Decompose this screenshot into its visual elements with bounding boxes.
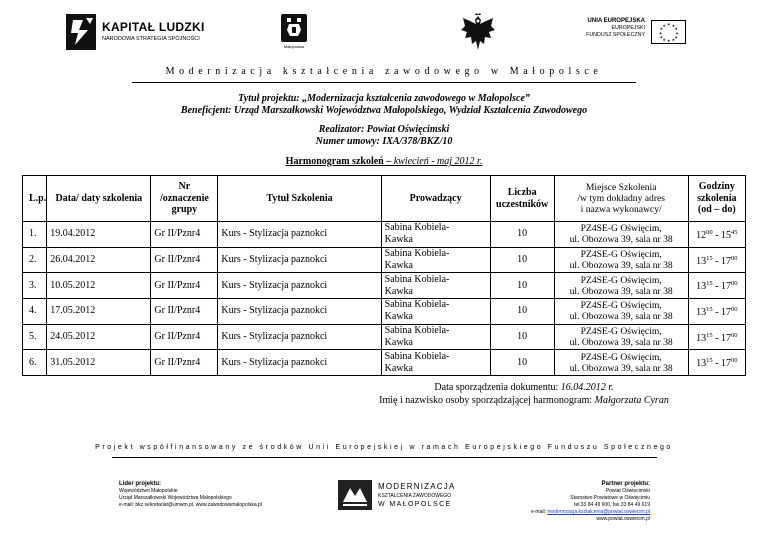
cell-date: 17.05.2012	[47, 299, 151, 325]
cell-date: 26.04.2012	[47, 247, 151, 273]
cell-trainer-line-2: Kawka	[384, 234, 413, 246]
kapital-ludzki-subtitle: NARODOWA STRATEGIA SPÓJNOŚCI	[102, 36, 200, 42]
partner-heading: Partner projektu:	[601, 481, 650, 487]
cell-trainer	[381, 222, 490, 248]
leader-line-1: Województwo Małopolskie	[119, 488, 178, 494]
table-row	[23, 247, 746, 273]
cell-trainer-line-1: Sabina Kobiela-	[384, 325, 450, 337]
schedule-table	[22, 175, 746, 376]
cell-count: 10	[490, 324, 554, 350]
cell-hours	[688, 273, 745, 299]
hours-from: 13	[696, 306, 707, 318]
modernizacja-line-1: MODERNIZACJA	[378, 482, 456, 491]
eu-line-3: FUNDUSZ SPOŁECZNY	[586, 32, 645, 38]
project-partner	[468, 481, 650, 523]
header-place-3: i nazwa wykonawcy/	[580, 204, 662, 215]
cell-place-line-2: ul. Obozowa 39, sala nr 38	[569, 285, 673, 297]
header-hours-3: (od – do)	[697, 204, 736, 216]
schedule-title-dash: –	[383, 156, 394, 167]
hours-from-min: 15	[706, 254, 713, 262]
modernizacja-logo-icon	[338, 480, 372, 510]
hours-to: 15	[720, 229, 731, 241]
table-row	[23, 222, 746, 248]
cell-trainer-line-2: Kawka	[384, 285, 413, 297]
kapital-ludzki-logo	[66, 14, 216, 54]
cell-count: 10	[490, 247, 554, 273]
project-title: Tytuł projektu: „Modernizacja kształcenia zawodowego w Małopolsce”	[238, 93, 530, 104]
cell-lp: 4.	[23, 299, 47, 325]
header-hours	[688, 176, 745, 222]
hours-from-min: 15	[706, 305, 713, 313]
table-row	[23, 350, 746, 376]
cell-place-line-2: ul. Obozowa 39, sala nr 38	[569, 311, 673, 323]
cell-trainer	[381, 324, 490, 350]
header-count-1: Liczba	[507, 187, 537, 198]
cell-place-line-1: PZ4SE-G Oświęcim,	[580, 300, 662, 312]
cell-place-line-2: ul. Obozowa 39, sala nr 38	[569, 234, 673, 246]
document-date	[280, 381, 768, 394]
hours-to: 17	[720, 332, 731, 344]
hours-from: 12	[696, 229, 707, 241]
document-date-value: 16.04.2012 r.	[560, 382, 614, 393]
hours-to: 17	[720, 281, 731, 293]
cell-place	[554, 222, 688, 248]
modernizacja-line-3: W MAŁOPOLSCE	[378, 501, 452, 508]
eu-line-2: EUROPEJSKI	[611, 25, 645, 31]
cell-place	[554, 273, 688, 299]
hours-to-min: 00	[730, 305, 738, 313]
svg-text:★: ★	[674, 35, 678, 40]
cell-title: Kurs - Stylizacja paznokci	[218, 273, 381, 299]
cell-group: Gr II/Pznr4	[151, 247, 218, 273]
header-trainer: Prowadzący	[381, 176, 490, 222]
cell-count: 10	[490, 299, 554, 325]
cell-trainer-line-1: Sabina Kobiela-	[384, 222, 450, 234]
partner-email	[468, 509, 650, 516]
project-info	[0, 93, 768, 117]
leader-line-3: e-mail: bkz.sekretariat@umwm.pl, www.zawodowamalopolska.pl	[119, 502, 262, 508]
svg-text:★: ★	[659, 35, 664, 40]
eu-logo	[573, 18, 688, 54]
hours-sep: -	[712, 358, 721, 370]
cell-lp: 6.	[23, 350, 47, 376]
document-author	[280, 394, 768, 407]
cell-title: Kurs - Stylizacja paznokci	[218, 222, 381, 248]
cell-place-line-1: PZ4SE-G Oświęcim,	[580, 351, 662, 363]
eagle-coat-of-arms-icon	[458, 12, 498, 54]
cell-date: 24.05.2012	[47, 324, 151, 350]
svg-text:★: ★	[662, 23, 666, 28]
cell-count: 10	[490, 222, 554, 248]
cell-place	[554, 299, 688, 325]
cell-place-line-1: PZ4SE-G Oświęcim,	[580, 223, 662, 235]
hours-to: 17	[720, 255, 731, 267]
cell-group: Gr II/Pznr4	[151, 299, 218, 325]
header-group	[151, 176, 218, 222]
cell-place-line-1: PZ4SE-G Oświęcim,	[580, 249, 662, 261]
svg-text:★: ★	[659, 27, 664, 32]
table-row	[23, 324, 746, 350]
kapital-ludzki-logo-icon	[66, 14, 96, 50]
cell-group: Gr II/Pznr4	[151, 350, 218, 376]
cell-date: 19.04.2012	[47, 222, 151, 248]
malopolska-logo-icon	[281, 14, 307, 42]
document-author-value: Małgorzata Cyran	[594, 395, 669, 406]
header-group-3: grupy	[171, 204, 198, 216]
header-hours-1: Godziny	[698, 181, 735, 193]
modernizacja-line-2: KSZTAŁCENIA ZAWODOWEGO	[378, 493, 452, 499]
cell-title: Kurs - Stylizacja paznokci	[218, 350, 381, 376]
cell-trainer-line-1: Sabina Kobiela-	[384, 299, 450, 311]
cell-lp: 2.	[23, 247, 47, 273]
header-place-1: Miejsce Szkolenia	[585, 182, 657, 193]
cofinancing-note: Projekt współfinansowany ze środków Unii Europejskiej w ramach Europejskiego Funduszu Społecznego	[95, 444, 673, 451]
cell-trainer	[381, 247, 490, 273]
eu-line-1: UNIA EUROPEJSKA	[587, 18, 645, 24]
cell-group: Gr II/Pznr4	[151, 273, 218, 299]
header-group-2: /oznaczenie	[159, 192, 209, 204]
cell-count: 10	[490, 273, 554, 299]
header-lp: L.p.	[23, 176, 47, 222]
cell-trainer-line-2: Kawka	[384, 337, 413, 349]
partner-line-1: Powiat Oświęcimski	[605, 488, 650, 494]
svg-text:★: ★	[674, 27, 678, 32]
cell-title: Kurs - Stylizacja paznokci	[218, 299, 381, 325]
document-date-label: Data sporządzenia dokumentu:	[434, 382, 561, 393]
header-date: Data/ daty szkolenia	[47, 176, 151, 222]
header-divider	[132, 82, 636, 83]
svg-text:★: ★	[667, 39, 671, 44]
cell-hours	[688, 350, 745, 376]
partner-email-label: e-mail:	[530, 509, 548, 515]
hours-to-min: 00	[730, 254, 738, 262]
hours-to-min: 00	[730, 331, 738, 339]
hours-sep: -	[712, 281, 721, 293]
kapital-ludzki-title: KAPITAŁ LUDZKI	[102, 20, 205, 34]
cell-trainer-line-1: Sabina Kobiela-	[384, 350, 450, 362]
cell-date: 31.05.2012	[47, 350, 151, 376]
contract-number: Numer umowy: IXA/378/BKZ/10	[315, 136, 453, 147]
project-banner: Modernizacja kształcenia zawodowego w Małopolsce	[165, 66, 603, 77]
eu-text	[573, 18, 645, 39]
table-body	[23, 222, 746, 376]
header-place-2: /w tym dokładny adres	[577, 193, 666, 204]
hours-to: 17	[720, 306, 731, 318]
svg-text:★: ★	[667, 22, 671, 27]
cell-place	[554, 247, 688, 273]
partner-line-2: Starostwo Powiatowe w Oświęcimiu	[570, 495, 650, 501]
cell-trainer	[381, 299, 490, 325]
eu-flag-icon	[651, 20, 686, 44]
hours-from: 13	[696, 255, 707, 267]
cell-place	[554, 324, 688, 350]
hours-sep: -	[712, 229, 721, 241]
cell-trainer-line-1: Sabina Kobiela-	[384, 273, 450, 285]
hours-sep: -	[712, 332, 721, 344]
schedule-title-period: kwiecień - maj 2012 r.	[393, 156, 483, 167]
header-hours-2: szkolenia	[697, 192, 737, 204]
header-count	[490, 176, 554, 222]
cell-place-line-2: ul. Obozowa 39, sala nr 38	[569, 337, 673, 349]
hours-from: 13	[696, 281, 707, 293]
hours-from-min: 15	[706, 280, 713, 288]
document-info	[0, 381, 768, 407]
header-group-1: Nr	[178, 181, 191, 193]
cell-lp: 5.	[23, 324, 47, 350]
hours-from-min: 15	[706, 357, 713, 365]
cell-trainer-line-2: Kawka	[384, 260, 413, 272]
cell-place-line-1: PZ4SE-G Oświęcim,	[580, 274, 662, 286]
partner-email-link[interactable]: modernizacja.ksztalcenia@powiat.oswiecim.pl	[547, 509, 650, 515]
hours-to-min: 00	[730, 357, 738, 365]
cell-group: Gr II/Pznr4	[151, 324, 218, 350]
header-place	[554, 176, 688, 222]
cell-hours	[688, 324, 745, 350]
header-title: Tytuł Szkolenia	[218, 176, 381, 222]
cell-trainer	[381, 273, 490, 299]
cell-group: Gr II/Pznr4	[151, 222, 218, 248]
cell-count: 10	[490, 350, 554, 376]
hours-from-min: 15	[706, 331, 713, 339]
svg-text:★: ★	[662, 38, 666, 43]
hours-to-min: 45	[730, 228, 738, 236]
document-author-label: Imię i nazwisko osoby sporządzającej harmonogram:	[379, 395, 595, 406]
hours-to-min: 00	[730, 280, 738, 288]
table-row	[23, 273, 746, 299]
partner-www[interactable]: www.powiat.oswiecim.pl	[596, 516, 650, 522]
footer-divider	[112, 457, 657, 458]
leader-heading: Lider projektu:	[119, 481, 162, 487]
cell-date: 10.05.2012	[47, 273, 151, 299]
malopolska-logo	[281, 14, 307, 50]
schedule-title-main: Harmonogram szkoleń	[285, 156, 384, 167]
svg-text:★: ★	[671, 23, 675, 28]
table-header-row	[23, 176, 746, 222]
cell-place-line-1: PZ4SE-G Oświęcim,	[580, 326, 662, 338]
svg-text:★: ★	[671, 38, 675, 43]
cell-title: Kurs - Stylizacja paznokci	[218, 247, 381, 273]
cell-place-line-2: ul. Obozowa 39, sala nr 38	[569, 362, 673, 374]
cell-hours	[688, 299, 745, 325]
svg-text:★: ★	[675, 31, 679, 36]
cell-lp: 1.	[23, 222, 47, 248]
header-count-2: uczestników	[496, 198, 549, 210]
hours-from: 13	[696, 358, 707, 370]
svg-text:★: ★	[658, 31, 663, 36]
hours-to: 17	[720, 358, 731, 370]
schedule-title	[0, 156, 768, 167]
realizator: Realizator: Powiat Oświęcimski	[318, 124, 450, 135]
cell-trainer-line-2: Kawka	[384, 311, 413, 323]
cell-trainer	[381, 350, 490, 376]
leader-line-2: Urząd Marszałkowski Województwa Małopolskiego	[119, 495, 232, 501]
cell-title: Kurs - Stylizacja paznokci	[218, 324, 381, 350]
logo-bar	[0, 8, 768, 56]
cell-trainer-line-2: Kawka	[384, 362, 413, 374]
cell-place-line-2: ul. Obozowa 39, sala nr 38	[569, 260, 673, 272]
cell-hours	[688, 222, 745, 248]
project-leader	[119, 481, 262, 509]
hours-sep: -	[712, 306, 721, 318]
hours-sep: -	[712, 255, 721, 267]
hours-from: 13	[696, 332, 707, 344]
project-beneficiary: Beneficjent: Urząd Marszałkowski Województwa Małopolskiego, Wydział Kształcenia Zawodowego	[180, 105, 588, 116]
partner-line-3: tel.33 84 49 600, fax.33 84 49 619	[574, 502, 650, 508]
cell-place	[554, 350, 688, 376]
malopolska-label: Małopolska	[283, 44, 305, 49]
modernizacja-logo	[334, 476, 474, 516]
cell-trainer-line-1: Sabina Kobiela-	[384, 248, 450, 260]
hours-from-min: 00	[706, 228, 713, 236]
realizator-info	[0, 124, 768, 148]
table-row	[23, 299, 746, 325]
cell-hours	[688, 247, 745, 273]
cell-lp: 3.	[23, 273, 47, 299]
